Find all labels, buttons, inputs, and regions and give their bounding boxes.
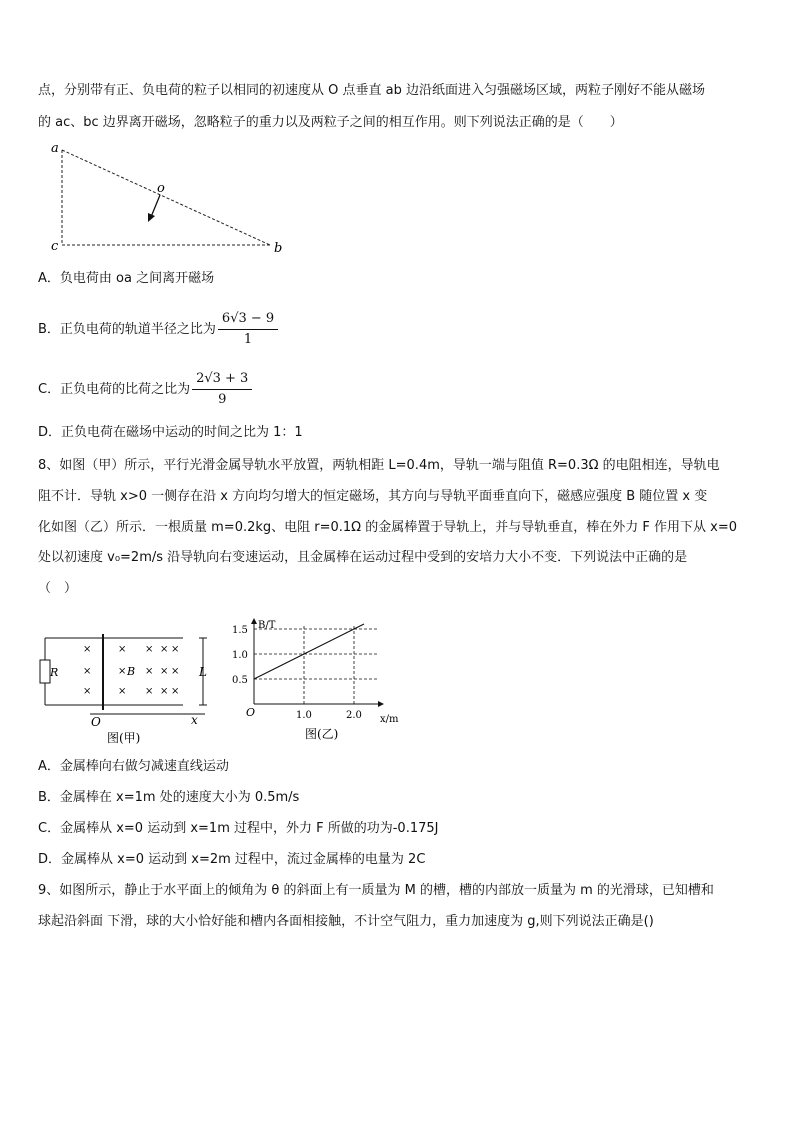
q8-option-b: B．金属棒在 x=1m 处的速度大小为 0.5m/s: [38, 790, 300, 805]
x-tick-label: 2.0: [346, 710, 362, 721]
q8-option-d: D．金属棒从 x=0 运动到 x=2m 过程中，流过金属棒的电量为 2C: [38, 852, 426, 867]
origin-label: O: [246, 706, 256, 719]
label-b: b: [274, 241, 283, 255]
series-line-b: [254, 624, 364, 679]
q8-fig-yi-graph: [230, 612, 415, 747]
field-cross-mark: ×: [83, 686, 92, 697]
q9-text-line-1: 9、如图所示，静止于水平面上的倾角为 θ 的斜面上有一质量为 M 的槽，槽的内部放一质量为 m 的光滑球，已知槽和: [38, 883, 714, 898]
label-b-field: B: [127, 665, 136, 678]
y-axis-label: B/T: [258, 620, 276, 631]
x-tick-label: 1.0: [296, 710, 312, 721]
field-cross-mark: ×: [145, 666, 154, 677]
q7-triangle-diagram: [45, 140, 295, 255]
q8-option-c: C．金属棒从 x=0 运动到 x=1m 过程中，外力 F 所做的功为-0.175J: [38, 821, 439, 836]
field-cross-mark: ×: [83, 644, 92, 655]
field-cross-mark: ×: [160, 686, 169, 697]
label-l: L: [199, 665, 207, 679]
x-axis-label: x/m: [380, 714, 399, 725]
fig-jia-caption: 图(甲): [107, 731, 141, 745]
label-c: c: [51, 239, 59, 254]
q7-option-c-text: C．正负电荷的比荷之比为: [38, 382, 191, 397]
label-origin: O: [91, 715, 101, 729]
y-tick-label: 1.0: [232, 650, 248, 661]
label-r: R: [50, 666, 59, 679]
q7-option-b-text: B．正负电荷的轨道半径之比为: [38, 322, 216, 337]
q8-text-line-3: 化如图（乙）所示．一根质量 m=0.2kg、电阻 r=0.1Ω 的金属棒置于导轨上，并与导轨垂直，棒在外力 F 作用下从 x=0: [38, 520, 737, 535]
q9-text-line-2: 球起沿斜面 下滑，球的大小恰好能和槽内各面相接触，不计空气阻力，重力加速度为 g,则下列说法正确是(): [38, 914, 654, 929]
q8-fig-jia-rails: [35, 628, 220, 746]
q7-text-line-1: 点，分别带有正、负电荷的粒子以相同的初速度从 O 点垂直 ab 边沿纸面进入匀强磁场区域，两粒子刚好不能从磁场: [38, 83, 705, 98]
label-x: x: [191, 713, 198, 727]
grid-lines: [254, 624, 379, 704]
field-cross-mark: ×: [145, 686, 154, 697]
field-cross-mark: ×: [118, 686, 127, 697]
field-cross-mark: ×: [171, 644, 180, 655]
q7-option-b-fraction: [218, 310, 278, 349]
q7-option-d: D．正负电荷在磁场中运动的时间之比为 1：1: [38, 425, 303, 440]
field-cross-mark: ×: [145, 644, 154, 655]
field-cross-mark: ×: [118, 644, 127, 655]
q8-text-line-4: 处以初速度 v₀=2m/s 沿导轨向右变速运动，且金属棒在运动过程中受到的安培力大小不变．下列说法中正确的是: [38, 550, 688, 565]
label-a: a: [51, 141, 59, 156]
label-o: o: [157, 181, 165, 196]
field-cross-mark: ×: [160, 666, 169, 677]
q8-option-a: A．金属棒向右做匀减速直线运动: [38, 759, 229, 774]
q7-option-a: A．负电荷由 oa 之间离开磁场: [38, 271, 215, 286]
field-cross-mark: ×: [83, 666, 92, 677]
q7-option-b: [38, 310, 278, 349]
edge-ab: [62, 150, 270, 245]
q7-option-c-numerator: 2√3 + 3: [192, 370, 252, 390]
resistor: [40, 660, 50, 683]
field-cross-mark: ×: [171, 686, 180, 697]
field-cross-mark: ×: [118, 666, 127, 677]
q8-text-line-2: 阻不计．导轨 x>0 一侧存在沿 x 方向均匀增大的恒定磁场，其方向与导轨平面垂直向下，磁感应强度 B 随位置 x 变: [38, 489, 708, 504]
q7-text-line-2: 的 ac、bc 边界离开磁场，忽略粒子的重力以及两粒子之间的相互作用。则下列说法正确的是（ ）: [38, 115, 623, 130]
x-axis-arrow: [378, 701, 384, 707]
q7-option-c-fraction: [192, 370, 252, 409]
field-cross-mark: ×: [171, 666, 180, 677]
q7-option-b-numerator: 6√3 − 9: [218, 310, 278, 330]
q8-text-line-1: 8、如图（甲）所示，平行光滑金属导轨水平放置，两轨相距 L=0.4m，导轨一端与阻值 R=0.3Ω 的电阻相连，导轨电: [38, 458, 720, 473]
field-cross-mark: ×: [160, 644, 169, 655]
q7-option-c: [38, 370, 252, 409]
fig-yi-caption: 图(乙): [305, 727, 339, 741]
velocity-arrow: [151, 195, 160, 217]
y-tick-label: 0.5: [232, 675, 248, 686]
q8-text-line-5: （ ）: [38, 581, 78, 596]
q7-option-c-denominator: 9: [218, 392, 227, 407]
q7-option-b-denominator: 1: [243, 332, 253, 347]
y-axis-arrow: [251, 618, 257, 624]
y-tick-label: 1.5: [232, 625, 248, 636]
